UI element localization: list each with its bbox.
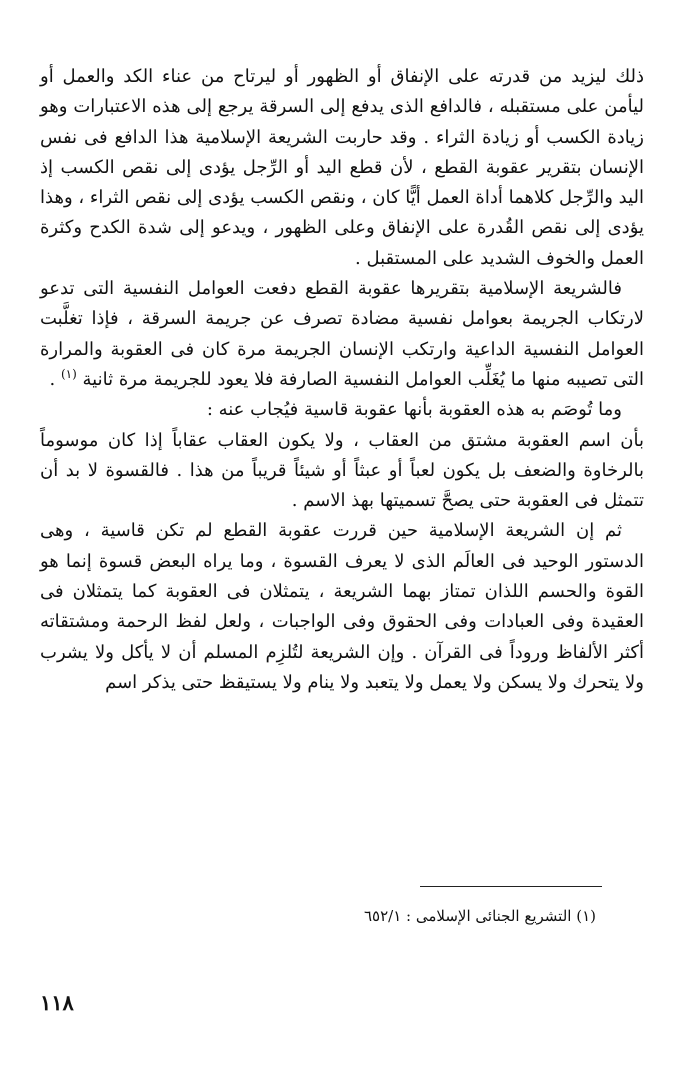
paragraph-4: بأن اسم العقوبة مشتق من العقاب ، ولا يكون العقاب عقاباً إذا كان موسوماً بالرخاوة والضعف بل يكون لعباً أو عبثاً أو شيئاً قريباً من هذا . فالقسوة لا بد أن تتمثل فى العقوبة حتى يصحَّ تسميتها بهذ الاسم . [40,429,644,512]
paragraph-2 [40,274,644,395]
body-text [40,62,644,698]
paragraph-1: ذلك ليزيد من قدرته على الإنفاق أو الظهور أو ليرتاح من عناء الكد والعمل أو ليأمن على مستقبله ، فالدافع الذى يدفع إلى السرقة يرجع إلى هذه الاعتبارات وهو زيادة الكسب أو زيادة الثراء . وقد حاربت الشريعة الإسلامية هذا الدافع فى نفس الإنسان بتقرير عقوبة القطع ، لأن قطع اليد أو الرِّجل يؤدى إلى نقص الكسب إذ اليد والرِّجل كلاهما أداة العمل أيًّا كان ، ونقص الكسب يؤدى إلى نقص الثراء ، وهذا يؤدى إلى نقص القُدرة على الإنفاق وعلى الظهور ، ويدعو إلى شدة الكدح وكثرة العمل والخوف الشديد على المستقبل . [40,66,644,269]
page-number: ١١٨ [40,990,74,1015]
paragraph-2-end: . [49,368,61,390]
paragraph-3: وما تُوصَم به هذه العقوبة بأنها عقوبة قاسية فيُجاب عنه : [206,399,622,421]
footnote: (١) التشريع الجنائى الإسلامى : ٦٥٢/١ [363,907,596,925]
paragraph-5: ثم إن الشريعة الإسلامية حين قررت عقوبة القطع لم تكن قاسية ، وهى الدستور الوحيد فى العالَم الذى لا يعرف القسوة ، وما يراه البعض قسوة إنما هو القوة والحسم اللذان تمتاز بهما الشريعة ، يتمثلان فى العقوبة كما يتمثلان فى العقيدة وفى العبادات وفى الحقوق وفى الواجبات ، ولعل لفظ الرحمة ومشتقاته أكثر الألفاظ وروداً فى القرآن . وإن الشريعة لتُلزِم المسلم أن لا يأكل ولا يشرب ولا يتحرك ولا يسكن ولا يعمل ولا يتعبد ولا ينام ولا يستيقظ حتى يذكر اسم [40,520,644,693]
footnote-reference: (١) [60,366,77,381]
paragraph-2-text: فالشريعة الإسلامية بتقريرها عقوبة القطع دفعت العوامل النفسية التى تدعو لارتكاب الجريمة بعوامل نفسية مضادة تصرف عن جريمة السرقة ، فإذا تغلَّبت العوامل النفسية الداعية وارتكب الإنسان الجريمة مرة كان فى العقوبة والمرارة التى تصيبه منها ما يُغَلِّب العوامل النفسية الصارفة فلا يعود للجريمة مرة ثانية [40,278,644,390]
footnote-divider [420,886,602,887]
